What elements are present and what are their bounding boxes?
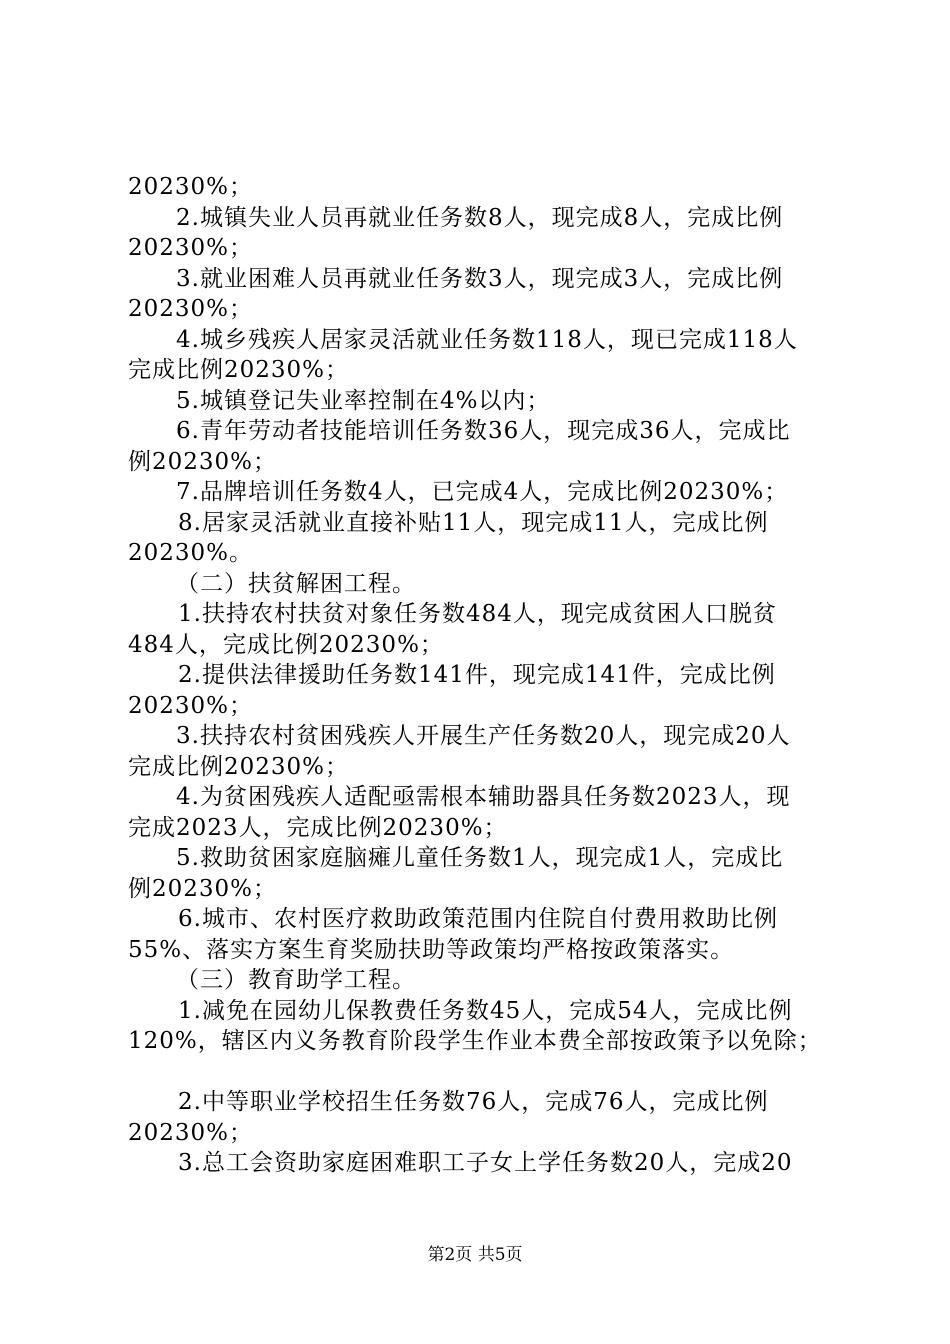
text-line: 完成2023人，完成比例20230%； xyxy=(128,814,508,841)
text-line: 20230%； xyxy=(128,174,254,200)
text-line: 完成比例20230%； xyxy=(128,357,350,383)
text-line: 5.城镇登记失业率控制在4%以内； xyxy=(176,387,551,414)
text-line: 55%、落实方案生育奖励扶助等政策均严格按政策落实。 xyxy=(128,936,735,963)
text-line: 3.扶持农村贫困残疾人开展生产任务数20人，现完成20人 xyxy=(176,723,791,749)
text-line: 2.中等职业学校招生任务数76人，完成76人，完成比例 xyxy=(178,1089,769,1115)
text-line: 8.居家灵活就业直接补贴11人，现完成11人，完成比例 xyxy=(178,509,769,536)
text-line: 1.扶持农村扶贫对象任务数484人，现完成贫困人口脱贫 xyxy=(178,601,777,627)
text-line: 4.城乡残疾人居家灵活就业任务数118人，现已完成118人 xyxy=(176,326,798,353)
text-line: 例20230%； xyxy=(128,448,278,475)
text-line: 4.为贫困残疾人适配亟需根本辅助器具任务数2023人，现 xyxy=(176,784,791,810)
section-heading: （二）扶贫解困工程。 xyxy=(176,570,416,597)
text-line: 20230%； xyxy=(128,692,254,719)
text-line: 3.总工会资助家庭困难职工子女上学任务数20人，完成20 xyxy=(178,1150,793,1176)
text-line: 5.救助贫困家庭脑瘫儿童任务数1人，现完成1人，完成比 xyxy=(176,845,784,871)
section-heading: （三）教育助学工程。 xyxy=(176,967,416,993)
text-line: 7.品牌培训任务数4人，已完成4人，完成比例20230%； xyxy=(176,479,789,505)
text-line: 2.城镇失业人员再就业任务数8人，现完成8人，完成比例 xyxy=(176,204,784,231)
text-line: 20230%； xyxy=(128,1119,254,1146)
text-line: 完成比例20230%； xyxy=(128,753,350,780)
text-line: 3.就业困难人员再就业任务数3人，现完成3人，完成比例 xyxy=(176,265,784,292)
text-line: 120%，辖区内义务教育阶段学生作业本费全部按政策予以免除； xyxy=(128,1028,822,1054)
text-line: 20230%； xyxy=(128,235,254,261)
text-line: 1.减免在园幼儿保教费任务数45人，完成54人，完成比例 xyxy=(178,997,793,1024)
text-line: 6.城市、农村医疗救助政策范围内住院自付费用救助比例 xyxy=(178,906,778,932)
text-line: 20230%。 xyxy=(128,540,254,566)
text-line: 484人，完成比例20230%； xyxy=(128,631,444,658)
text-line: 2.提供法律援助任务数141件，现完成141件，完成比例 xyxy=(178,662,776,688)
text-line: 20230%； xyxy=(128,296,254,322)
page-number: 第2页 共5页 xyxy=(427,1245,523,1265)
blank-line xyxy=(128,1057,828,1088)
document-body xyxy=(128,172,828,1179)
text-line: 6.青年劳动者技能培训任务数36人，现完成36人，完成比 xyxy=(176,418,791,444)
text-line: 例20230%； xyxy=(128,875,278,902)
